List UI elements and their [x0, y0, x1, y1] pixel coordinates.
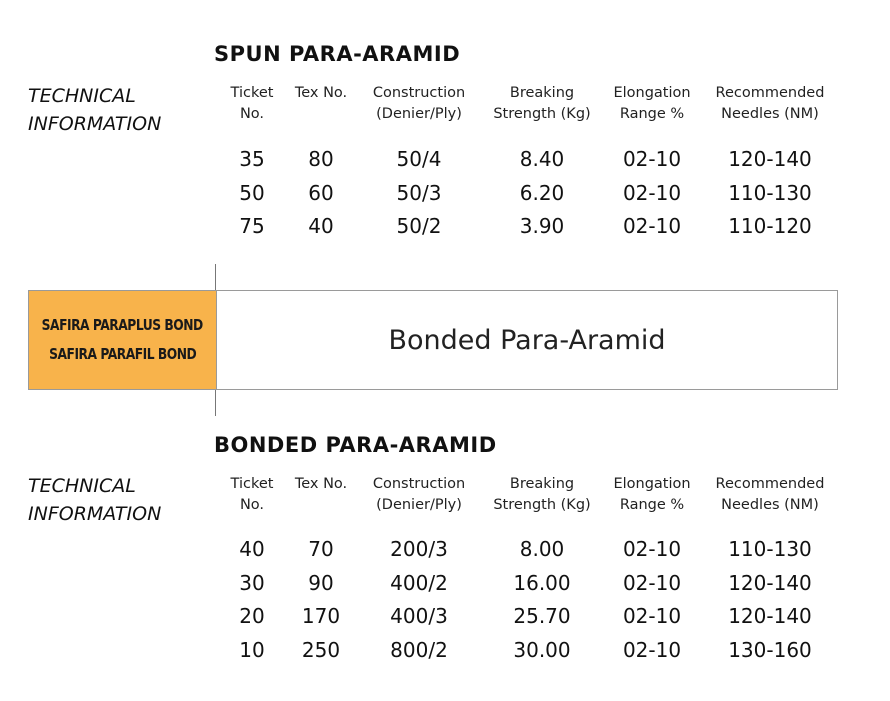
strength-cell: 8.00 [519, 537, 565, 561]
table-row [0, 214, 890, 248]
table-row [0, 181, 890, 215]
spun-table-body [0, 147, 890, 248]
strength-cell: 25.70 [513, 604, 571, 628]
ticket-cell: 50 [239, 180, 265, 205]
header-tex-no: Tex No. [294, 85, 348, 101]
brand-label-box [29, 291, 217, 389]
construction-cell: 50/2 [396, 214, 442, 238]
tex-cell: 80 [308, 147, 334, 171]
construction-cell: 200/3 [390, 537, 448, 561]
tex-cell: 170 [301, 604, 341, 628]
tex-cell: 90 [308, 570, 334, 595]
construction-cell: 50/4 [396, 147, 442, 171]
tex-cell: 250 [301, 637, 341, 662]
needles-cell: 110-130 [728, 537, 812, 561]
ticket-cell: 30 [239, 570, 265, 595]
needles-cell: 110-120 [728, 214, 812, 238]
ticket-cell: 75 [239, 214, 265, 238]
strength-cell: 8.40 [519, 147, 565, 171]
table-row [0, 571, 890, 605]
spun-table-header [0, 83, 890, 127]
table-row [0, 537, 890, 571]
strength-cell: 6.20 [519, 180, 565, 205]
ticket-cell: 10 [239, 637, 265, 662]
strength-cell: 3.90 [519, 214, 565, 238]
header-elongation-range: Elongation Range % [613, 476, 691, 513]
elongation-cell: 02-10 [622, 604, 682, 628]
construction-cell: 400/2 [390, 570, 448, 595]
header-ticket-no: Ticket No. [230, 85, 274, 122]
bonded-table-body [0, 537, 890, 671]
header-construction: Construction (Denier/Ply) [372, 85, 466, 122]
spun-tech-info-line2: INFORMATION [28, 113, 162, 135]
product-description: Bonded Para-Aramid [388, 324, 666, 356]
elongation-cell: 02-10 [622, 214, 682, 238]
header-breaking-strength: Breaking Strength (Kg) [493, 85, 591, 122]
table-row [0, 147, 890, 181]
table-row [0, 638, 890, 672]
bonded-table-header [0, 474, 890, 518]
elongation-cell: 02-10 [622, 637, 682, 662]
elongation-cell: 02-10 [622, 537, 682, 561]
ticket-cell: 20 [239, 604, 265, 628]
construction-cell: 400/3 [390, 604, 448, 628]
spun-tech-info-line1: TECHNICAL [28, 85, 136, 107]
bonded-tech-info-line2: INFORMATION [28, 503, 162, 525]
ticket-cell: 40 [239, 537, 265, 561]
header-elongation-range: Elongation Range % [613, 85, 691, 122]
needles-cell: 120-140 [728, 570, 812, 595]
needles-cell: 110-130 [728, 180, 812, 205]
needles-cell: 130-160 [728, 637, 812, 662]
needles-cell: 120-140 [728, 147, 812, 171]
ticket-cell: 35 [239, 147, 265, 171]
header-recommended-needles: Recommended Needles (NM) [715, 476, 825, 513]
table-row [0, 604, 890, 638]
construction-cell: 800/2 [390, 637, 448, 662]
product-banner [28, 290, 838, 390]
header-recommended-needles: Recommended Needles (NM) [715, 85, 825, 122]
header-construction: Construction (Denier/Ply) [372, 476, 466, 513]
elongation-cell: 02-10 [622, 180, 682, 205]
strength-cell: 30.00 [513, 637, 571, 662]
strength-cell: 16.00 [513, 570, 571, 595]
construction-cell: 50/3 [396, 180, 442, 205]
tex-cell: 60 [308, 180, 334, 205]
elongation-cell: 02-10 [622, 147, 682, 171]
elongation-cell: 02-10 [622, 570, 682, 595]
tex-cell: 40 [308, 214, 334, 238]
header-ticket-no: Ticket No. [230, 476, 274, 513]
brand-name-paraplus-bond: SAFIRA PARAPLUS BOND [41, 316, 204, 334]
header-breaking-strength: Breaking Strength (Kg) [493, 476, 591, 513]
needles-cell: 120-140 [728, 604, 812, 628]
bonded-section-title: BONDED PARA-ARAMID [214, 433, 497, 457]
spun-section-title: SPUN PARA-ARAMID [214, 42, 461, 66]
brand-name-parafil-bond: SAFIRA PARAFIL BOND [48, 345, 197, 363]
bonded-tech-info-line1: TECHNICAL [28, 475, 136, 497]
header-tex-no: Tex No. [294, 476, 348, 492]
tex-cell: 70 [308, 537, 334, 561]
